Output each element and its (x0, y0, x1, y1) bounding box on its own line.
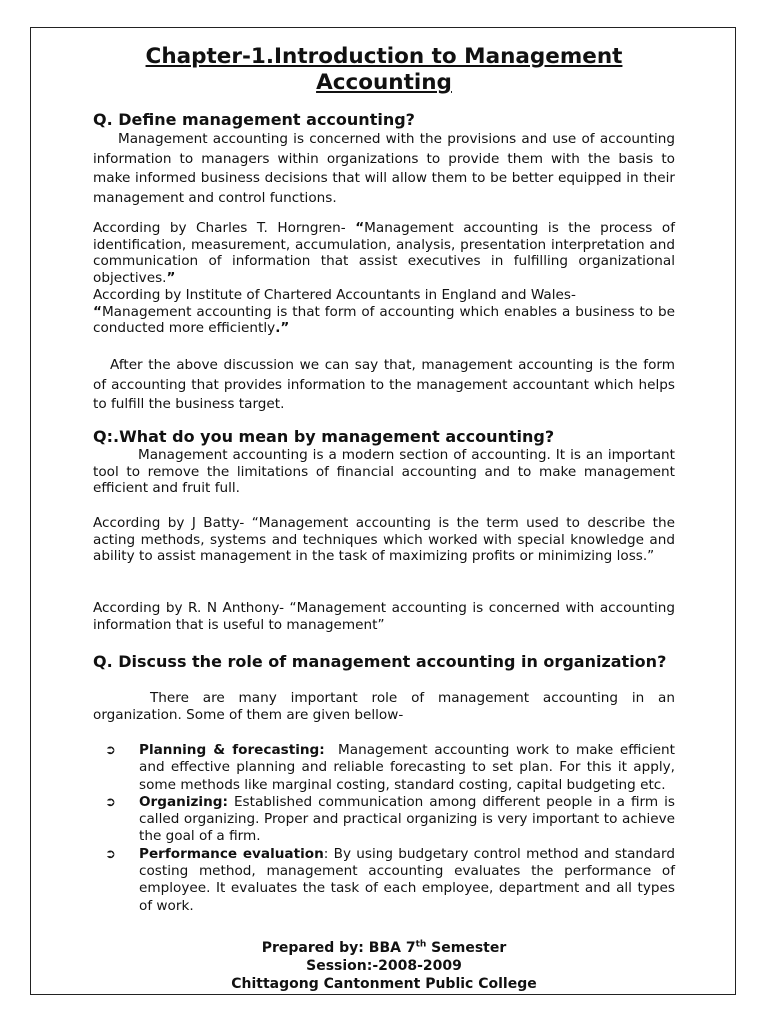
bullet-heading: Planning & forecasting: (139, 742, 325, 758)
list-item (105, 794, 675, 846)
bullet-heading: Performance evaluation (139, 845, 324, 862)
arrow-bullet-icon: ➲ (105, 794, 116, 810)
bullet-text: Management accounting work to make efficient and effective planning and reliable forecasting to set plan. For this it apply, some methods like marginal costing, standard costing, capital budgeting etc. (139, 742, 675, 793)
paragraph-modern-section (93, 447, 675, 497)
page-title: Chapter-1.Introduction to Management Accounting (145, 44, 623, 95)
paragraph-anthony: According by R. N Anthony- “Management accounting is concerned with accounting information that is useful to management” (93, 600, 675, 633)
horngren-prefix: According by Charles T. Horngren- (93, 220, 356, 236)
paragraph-batty: According by J Batty- “Management accounting is the term used to describe the acting methods, systems and techniques which worked with special knowledge and ability to assist management in the task of maximizing profits or minimizing loss.” (93, 515, 675, 565)
role-intro-text: There are many important role of management accounting in an organization. Some of them are given bellow- (93, 690, 675, 723)
horngren-quote: Management accounting is the process of identification, measurement, accumulation, analysis, presentation interpretation and communication of information that assist executives in fulfilling organizational objectives. (93, 220, 676, 287)
paragraph-conclusion (93, 356, 675, 415)
arrow-bullet-icon: ➲ (105, 846, 116, 862)
bullet-text: Established communication among different people in a firm is called organizing. Proper and practical organizing is very important to achieve the goal of a firm. (139, 793, 675, 845)
footer-prepared-by: Prepared by: BBA 7th Semester (261, 939, 507, 956)
definition-text: Management accounting is concerned with the provisions and use of accounting information to managers within organizations to provide them with the basis to make informed business decisions that will allow them to be better equipped in their management and control functions. (93, 131, 675, 206)
footer-superscript: th (415, 939, 427, 950)
icaew-prefix: According by Institute of Chartered Accountants in England and Wales- (93, 286, 576, 303)
footer-college: Chittagong Cantonment Public College (231, 976, 537, 992)
footer (93, 939, 675, 993)
arrow-bullet-icon: ➲ (105, 743, 116, 758)
footer-session: Session:-2008-2009 (306, 958, 462, 974)
bullet-text: : By using budgetary control method and standard costing method, management accounting evaluates the performance of employee. It evaluates the task of each employee, department and all types of work. (139, 845, 675, 914)
list-item (105, 846, 675, 915)
paragraph-definition (93, 130, 675, 208)
paragraph-role-intro (93, 690, 675, 723)
question-role: Q. Discuss the role of management accounting in organization? (93, 652, 667, 671)
role-list (105, 742, 675, 915)
bullet-heading: Organizing: (139, 793, 228, 810)
list-item (105, 742, 675, 794)
conclusion-text: After the above discussion we can say that, management accounting is the form of accounting that provides information to the management accountant which helps to fulfill the business target. (93, 357, 675, 412)
paragraph-horngren: According by Charles T. Horngren- “Management accounting is the process of identification, measurement, accumulation, analysis, presentation interpretation and communication of information that assist executives in fulfilling organizational objectives.” According by Institute of Chartered Accountants in England and Wales- “Management accounting is that form of accounting which enables a business to be conducted more efficiently.” (93, 220, 676, 337)
question-meaning: Q:.What do you mean by management accounting? (93, 427, 555, 446)
modern-section-text: Management accounting is a modern section of accounting. It is an important tool to remove the limitations of financial accounting and to make management efficient and fruit full. (93, 447, 675, 497)
icaew-quote: Management accounting is that form of accounting which enables a business to be conducted more efficiently (93, 303, 675, 337)
question-define: Q. Define management accounting? (93, 110, 415, 129)
